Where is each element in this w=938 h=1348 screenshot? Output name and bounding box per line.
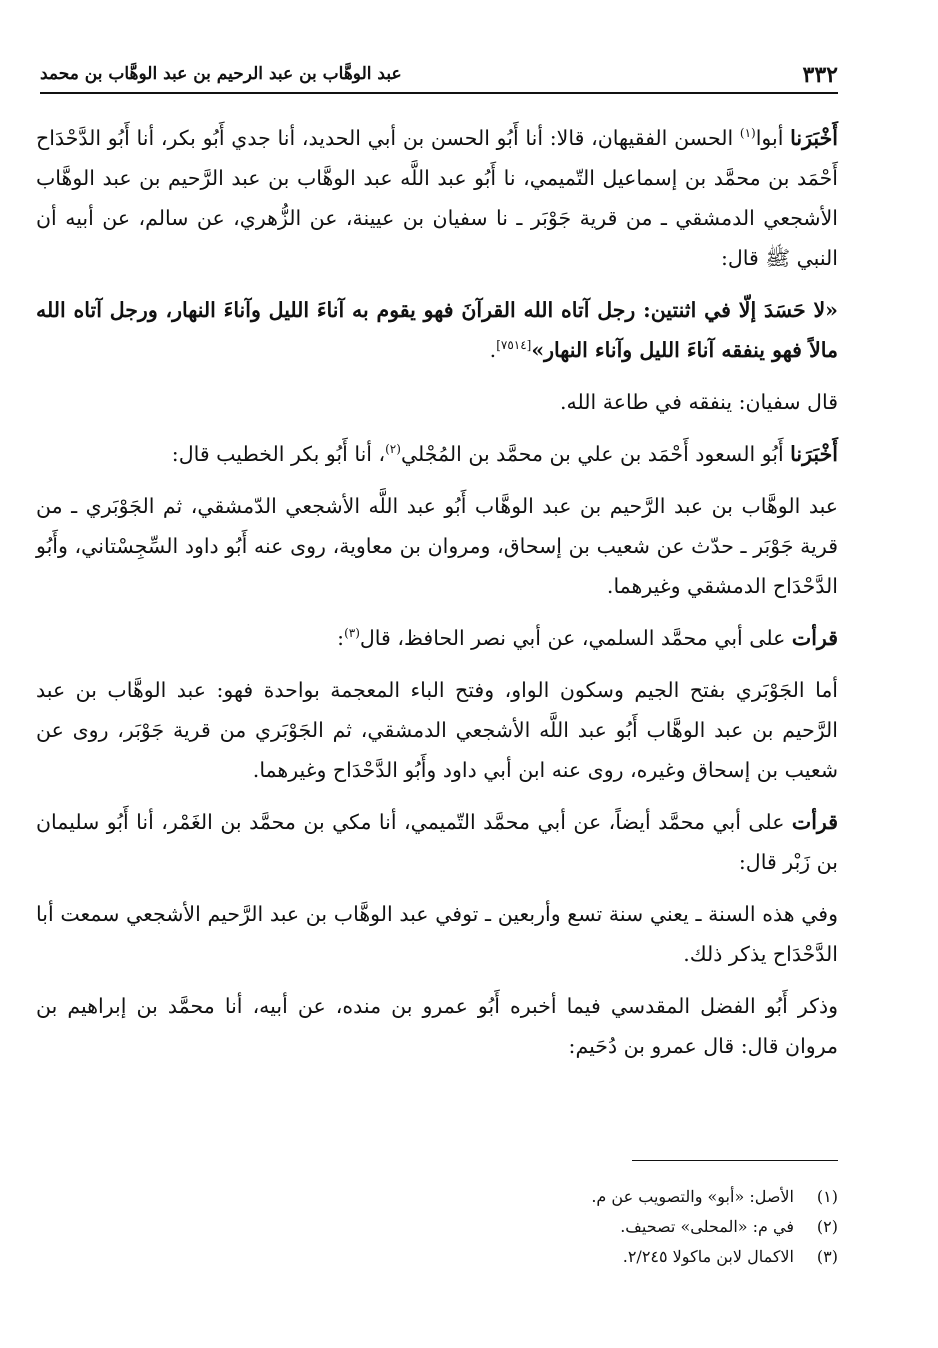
footnote-number: (٣) <box>816 1247 838 1266</box>
paragraph-text: أَبُو السعود أَحْمَد بن علي بن محمَّد بن المُجْلي <box>400 442 791 466</box>
paragraph <box>36 670 838 790</box>
paragraph-lead: أَخْبَرَنا <box>790 442 838 466</box>
hadith-number: [٧٥١٤] <box>496 338 532 353</box>
footnote-number: (٢) <box>816 1217 838 1236</box>
paragraph-text: أبوا <box>755 126 791 150</box>
paragraph <box>36 986 838 1066</box>
paragraph <box>36 618 838 658</box>
hadith-text: «لا حَسَدَ إلّا في اثنتين: رجل آتاه الله القرآنَ فهو يقوم به آناءَ الليل وآناءَ النهار، ورجل آتاه الله مالاً فهو ينفقه آناءَ الليل وآناء النهار» <box>36 298 838 362</box>
hadith-paragraph <box>36 290 838 370</box>
paragraph <box>36 118 838 278</box>
footnote-ref: (١) <box>739 126 756 141</box>
footnote <box>360 1182 838 1212</box>
paragraph <box>36 434 838 474</box>
paragraph-end: . <box>489 338 497 362</box>
paragraph-lead: أَخْبَرَنا <box>790 126 838 150</box>
paragraph-text: قال سفيان: ينفقه في طاعة الله. <box>560 390 838 414</box>
paragraph-text: على أبي محمَّد أيضاً، عن أبي محمَّد التّميمي، أنا مكي بن محمَّد بن الغَمْر، أنا أَبُو سليمان بن زَبْر قال: <box>36 810 838 874</box>
paragraph-text: : <box>337 626 345 650</box>
paragraph-lead: قرأت <box>791 810 838 834</box>
page-number: ٣٣٢ <box>802 62 838 88</box>
footnote-divider <box>632 1160 838 1161</box>
paragraph-lead: قرأت <box>791 626 838 650</box>
footnote-text: في م: «المحلى» تصحيف. <box>620 1217 794 1236</box>
paragraph <box>36 382 838 422</box>
main-text <box>36 118 838 1078</box>
paragraph-text: الحسن الفقيهان، قالا: أنا أَبُو الحسن بن أبي الحديد، أنا جدي أَبُو بكر، أنا أَبُو الدَّحْدَاح أَحْمَد بن محمَّد بن إسماعيل التّميمي، نا أَبُو عبد اللَّه عبد الوهَّاب بن عبد الرَّحيم بن عبد الوهَّاب الأشجعي الدمشقي ـ من قرية جَوْبَر ـ نا سفيان بن عيينة، عن الزُّهري، عن سالم، عن أبيه أن النبي ﷺ قال: <box>36 126 838 270</box>
footnote-ref: (٣) <box>344 626 360 641</box>
footnotes <box>360 1182 838 1272</box>
paragraph <box>36 486 838 606</box>
paragraph-text: وفي هذه السنة ـ يعني سنة تسع وأربعين ـ توفي عبد الوهَّاب بن عبد الرَّحيم الأشجعي سمعت أبا الدَّحْدَاح يذكر ذلك. <box>36 902 838 966</box>
footnote-text: الأصل: «أبو» والتصويب عن م. <box>591 1187 794 1206</box>
paragraph-text: أما الجَوْبَري بفتح الجيم وسكون الواو، وفتح الباء المعجمة بواحدة فهو: عبد الوهَّاب بن عبد الرَّحيم بن عبد الوهَّاب أَبُو عبد اللَّه الأشجعي الدمشقي، ثم الجَوْبَري من قرية جَوْبَر، روى عن شعيب بن إسحاق وغيره، روى عنه ابن أبي داود وأَبُو الدَّحْدَاح وغيرهما. <box>36 678 838 782</box>
footnote <box>360 1212 838 1242</box>
paragraph-text: عبد الوهَّاب بن عبد الرَّحيم بن عبد الوهَّاب أَبُو عبد اللَّه الأشجعي الدّمشقي، ثم الجَوْبَري ـ من قرية جَوْبَر ـ حدّث عن شعيب بن إسحاق، ومروان بن معاوية، روى عنه أَبُو داود السِّجِسْتاني، وأَبُو الدَّحْدَاح الدمشقي وغيرهما. <box>36 494 838 598</box>
paragraph <box>36 802 838 882</box>
running-title: عبد الوهَّاب بن عبد الرحيم بن عبد الوهَّاب بن محمد <box>40 64 402 84</box>
page-header <box>40 58 838 94</box>
paragraph <box>36 894 838 974</box>
footnote-text: الاكمال لابن ماكولا ٢/٢٤٥. <box>622 1247 794 1266</box>
paragraph-text: ، أنا أَبُو بكر الخطيب قال: <box>171 442 386 466</box>
footnote-ref: (٢) <box>385 442 401 457</box>
footnote-number: (١) <box>816 1187 838 1206</box>
paragraph-text: على أبي محمَّد السلمي، عن أبي نصر الحافظ، قال <box>359 626 792 650</box>
footnote <box>360 1242 838 1272</box>
paragraph-text: وذكر أَبُو الفضل المقدسي فيما أخبره أَبُو عمرو بن منده، عن أبيه، أنا محمَّد بن إبراهيم بن مروان قال: قال عمرو بن دُحَيم: <box>36 994 838 1058</box>
